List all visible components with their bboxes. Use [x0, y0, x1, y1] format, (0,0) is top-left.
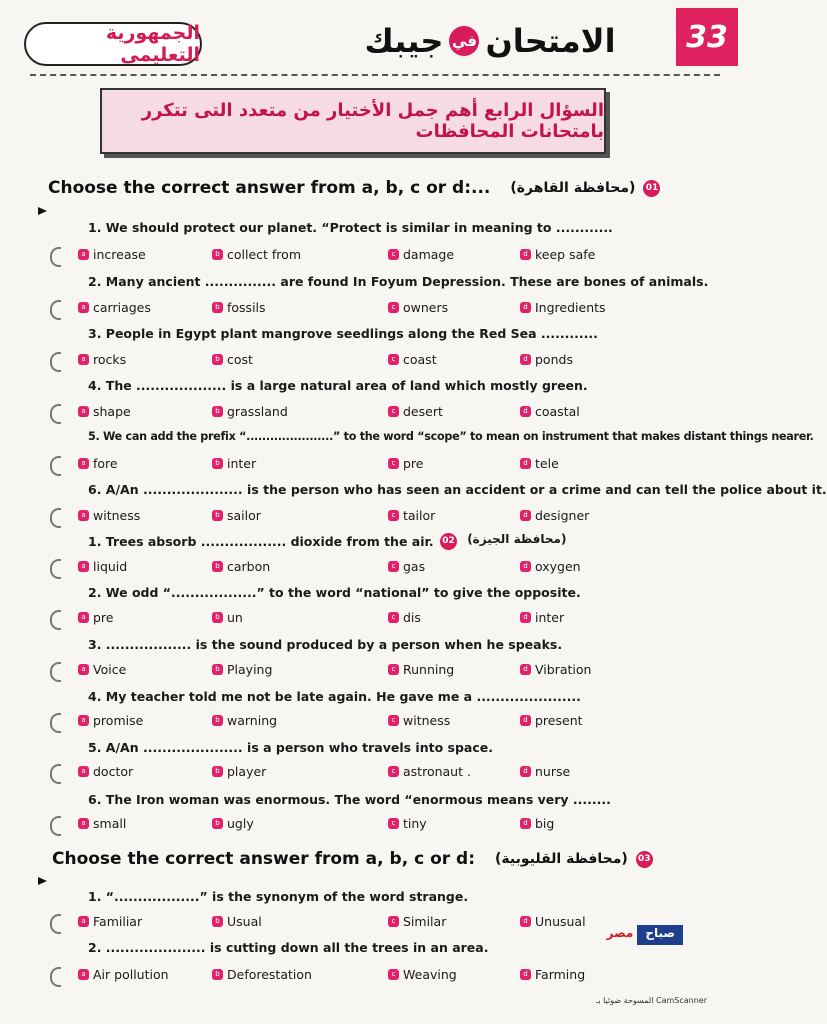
- option-label: keep safe: [535, 247, 596, 262]
- option-letter-badge: c: [388, 969, 399, 980]
- section-number-badge: 01: [643, 180, 660, 197]
- answer-option-b[interactable]: [212, 914, 262, 929]
- ear-bracket-icon: [50, 816, 61, 836]
- option-letter-badge: c: [388, 766, 399, 777]
- brand-text: الجمهورية التعليمى: [105, 22, 200, 66]
- answer-option-a[interactable]: [78, 967, 169, 982]
- book-title: [340, 16, 640, 66]
- ear-bracket-icon: [50, 247, 61, 267]
- answer-option-a[interactable]: [78, 404, 131, 419]
- option-letter-badge: c: [388, 458, 399, 469]
- options-row: [0, 508, 735, 526]
- option-label: carbon: [227, 559, 271, 574]
- answer-option-a[interactable]: [78, 816, 126, 831]
- ear-bracket-icon: [50, 300, 61, 320]
- option-label: pre: [403, 456, 424, 471]
- answer-option-b[interactable]: [212, 456, 256, 471]
- answer-option-c[interactable]: [388, 247, 454, 262]
- answer-option-c[interactable]: [388, 662, 454, 677]
- answer-option-b[interactable]: [212, 508, 261, 523]
- governorate-label-giza: [440, 532, 566, 550]
- option-letter-badge: c: [388, 561, 399, 572]
- question-text: 2. We odd “..................” to the word “national” to give the opposite.: [88, 585, 581, 600]
- answer-option-c[interactable]: [388, 610, 421, 625]
- answer-option-b[interactable]: [212, 662, 272, 677]
- option-letter-badge: a: [78, 406, 89, 417]
- question-text: 2. ..................... is cutting down all the trees in an area.: [88, 940, 489, 955]
- option-label: collect from: [227, 247, 301, 262]
- option-letter-badge: b: [212, 249, 223, 260]
- ear-bracket-icon: [50, 404, 61, 424]
- options-row: [0, 404, 735, 422]
- options-row: [0, 662, 735, 680]
- option-letter-badge: b: [212, 406, 223, 417]
- option-label: rocks: [93, 352, 127, 367]
- governorate-label: (محافظة القاهرة): [510, 180, 636, 196]
- option-label: doctor: [93, 764, 134, 779]
- option-letter-badge: b: [212, 302, 223, 313]
- answer-option-b[interactable]: [212, 610, 243, 625]
- option-label: un: [227, 610, 243, 625]
- option-letter-badge: d: [520, 302, 531, 313]
- option-label: coast: [403, 352, 437, 367]
- options-row: [0, 352, 735, 370]
- answer-option-c[interactable]: [388, 456, 424, 471]
- option-letter-badge: b: [212, 510, 223, 521]
- watermark-part-2: مصر: [606, 926, 634, 940]
- option-label: Air pollution: [93, 967, 169, 982]
- answer-option-c[interactable]: [388, 914, 446, 929]
- option-letter-badge: d: [520, 561, 531, 572]
- answer-option-b[interactable]: [212, 559, 270, 574]
- option-label: astronaut .: [403, 764, 471, 779]
- option-label: Voice: [93, 662, 127, 677]
- option-label: Ingredients: [535, 300, 606, 315]
- section-heading-text: Choose the correct answer from a, b, c or d:: [52, 849, 476, 869]
- answer-option-c[interactable]: [388, 404, 443, 419]
- option-label: Weaving: [403, 967, 457, 982]
- option-letter-badge: a: [78, 249, 89, 260]
- question-text: 2. Many ancient ............... are found In Foyum Depression. These are bones of animals.: [88, 274, 709, 289]
- answer-option-c[interactable]: [388, 967, 457, 982]
- answer-option-a[interactable]: [78, 914, 142, 929]
- option-letter-badge: d: [520, 715, 531, 726]
- answer-option-a[interactable]: [78, 713, 143, 728]
- scanner-footer: المسوحة ضوئيا بـ CamScanner: [596, 996, 708, 1005]
- option-label: grassland: [227, 404, 288, 419]
- option-letter-badge: a: [78, 458, 89, 469]
- option-letter-badge: d: [520, 249, 531, 260]
- ear-bracket-icon: [50, 508, 61, 528]
- question-text: 1. We should protect our planet. “Protect is similar in meaning to ............: [88, 220, 613, 235]
- option-letter-badge: a: [78, 715, 89, 726]
- brand-logo: [24, 22, 202, 66]
- option-letter-badge: b: [212, 766, 223, 777]
- option-letter-badge: d: [520, 354, 531, 365]
- answer-option-b[interactable]: [212, 404, 288, 419]
- option-label: witness: [93, 508, 141, 523]
- answer-option-a[interactable]: [78, 610, 114, 625]
- option-letter-badge: b: [212, 916, 223, 927]
- option-letter-badge: d: [520, 664, 531, 675]
- ear-bracket-icon: [50, 914, 61, 934]
- answer-option-d[interactable]: [520, 300, 606, 315]
- answer-option-c[interactable]: [388, 352, 437, 367]
- option-letter-badge: c: [388, 249, 399, 260]
- option-letter-badge: d: [520, 969, 531, 980]
- governorate-label: (محافظة الجيزة): [467, 532, 567, 546]
- option-label: tele: [535, 456, 559, 471]
- answer-option-d[interactable]: [520, 352, 573, 367]
- answer-option-d[interactable]: [520, 247, 595, 262]
- option-letter-badge: a: [78, 818, 89, 829]
- option-label: Vibration: [535, 662, 592, 677]
- option-label: designer: [535, 508, 590, 523]
- option-letter-badge: b: [212, 715, 223, 726]
- answer-option-c[interactable]: [388, 764, 471, 779]
- option-letter-badge: d: [520, 916, 531, 927]
- option-label: present: [535, 713, 583, 728]
- options-row: [0, 559, 735, 577]
- answer-option-d[interactable]: [520, 404, 580, 419]
- options-row: [0, 713, 735, 731]
- option-label: Farming: [535, 967, 586, 982]
- answer-option-d[interactable]: [520, 967, 585, 982]
- options-row: [0, 610, 735, 628]
- answer-option-a[interactable]: [78, 352, 126, 367]
- section-number-badge: 03: [636, 851, 653, 868]
- ear-bracket-icon: [50, 967, 61, 987]
- option-label: fore: [93, 456, 118, 471]
- option-label: ugly: [227, 816, 254, 831]
- option-letter-badge: c: [388, 510, 399, 521]
- answer-option-a[interactable]: [78, 508, 140, 523]
- option-letter-badge: d: [520, 406, 531, 417]
- options-row: [0, 247, 735, 265]
- option-label: desert: [403, 404, 443, 419]
- option-label: owners: [403, 300, 449, 315]
- option-label: Playing: [227, 662, 273, 677]
- answer-option-c[interactable]: [388, 816, 427, 831]
- option-label: Unusual: [535, 914, 586, 929]
- option-label: warning: [227, 713, 278, 728]
- option-label: increase: [93, 247, 146, 262]
- option-label: inter: [227, 456, 257, 471]
- option-letter-badge: c: [388, 916, 399, 927]
- section-heading-qalyubia: [52, 845, 653, 873]
- answer-option-c[interactable]: [388, 559, 425, 574]
- option-label: tailor: [403, 508, 436, 523]
- option-label: Running: [403, 662, 455, 677]
- option-letter-badge: a: [78, 561, 89, 572]
- answer-option-d[interactable]: [520, 713, 583, 728]
- question-text: 6. The Iron woman was enormous. The word “enormous means very ........: [88, 792, 611, 807]
- option-letter-badge: a: [78, 664, 89, 675]
- ear-bracket-icon: [50, 662, 61, 682]
- answer-option-a[interactable]: [78, 764, 133, 779]
- option-label: cost: [227, 352, 253, 367]
- answer-option-a[interactable]: [78, 456, 118, 471]
- option-letter-badge: c: [388, 406, 399, 417]
- options-row: [0, 456, 735, 474]
- answer-option-d[interactable]: [520, 610, 564, 625]
- option-label: inter: [535, 610, 565, 625]
- title-word-3: جيبك: [364, 22, 444, 60]
- question-text: 1. Trees absorb .................. dioxide from the air.: [88, 534, 434, 549]
- option-letter-badge: c: [388, 302, 399, 313]
- option-label: player: [227, 764, 267, 779]
- option-letter-badge: a: [78, 302, 89, 313]
- answer-option-d[interactable]: [520, 456, 559, 471]
- answer-option-a[interactable]: [78, 559, 127, 574]
- option-letter-badge: d: [520, 766, 531, 777]
- option-label: witness: [403, 713, 451, 728]
- answer-option-a[interactable]: [78, 300, 151, 315]
- option-label: big: [535, 816, 555, 831]
- answer-option-a[interactable]: [78, 247, 146, 262]
- option-label: ponds: [535, 352, 573, 367]
- option-label: shape: [93, 404, 131, 419]
- answer-option-b[interactable]: [212, 816, 254, 831]
- section-number-badge: 02: [440, 533, 457, 550]
- page-number: 33: [676, 8, 738, 66]
- ear-bracket-icon: [50, 610, 61, 630]
- question-text: 4. The ................... is a large natural area of land which mostly green.: [88, 378, 588, 393]
- question-text: 3. People in Egypt plant mangrove seedlings along the Red Sea ............: [88, 326, 598, 341]
- answer-option-c[interactable]: [388, 713, 450, 728]
- option-label: fossils: [227, 300, 266, 315]
- watermark-logo: [565, 925, 683, 945]
- option-label: coastal: [535, 404, 580, 419]
- options-row: [0, 764, 735, 782]
- option-letter-badge: a: [78, 916, 89, 927]
- options-row: [0, 300, 735, 318]
- option-letter-badge: a: [78, 612, 89, 623]
- title-word-1: الامتحان: [485, 22, 616, 60]
- answer-option-b[interactable]: [212, 352, 253, 367]
- option-letter-badge: d: [520, 612, 531, 623]
- option-label: Familiar: [93, 914, 143, 929]
- option-letter-badge: a: [78, 354, 89, 365]
- answer-option-d[interactable]: [520, 508, 589, 523]
- option-letter-badge: a: [78, 969, 89, 980]
- question-text: 4. My teacher told me not be late again. He gave me a ......................: [88, 689, 581, 704]
- option-label: tiny: [403, 816, 427, 831]
- option-letter-badge: b: [212, 969, 223, 980]
- ear-bracket-icon: [50, 713, 61, 733]
- option-letter-badge: c: [388, 818, 399, 829]
- ear-bracket-icon: [50, 764, 61, 784]
- option-label: carriages: [93, 300, 151, 315]
- answer-option-d[interactable]: [520, 662, 591, 677]
- answer-option-b[interactable]: [212, 300, 266, 315]
- answer-option-b[interactable]: [212, 247, 301, 262]
- answer-option-a[interactable]: [78, 662, 126, 677]
- option-label: pre: [93, 610, 114, 625]
- option-label: liquid: [93, 559, 128, 574]
- option-label: Similar: [403, 914, 447, 929]
- option-letter-badge: d: [520, 458, 531, 469]
- question-text: 1. “..................” is the synonym of the word strange.: [88, 889, 469, 904]
- option-letter-badge: d: [520, 818, 531, 829]
- option-letter-badge: b: [212, 664, 223, 675]
- question-text: 5. A/An ..................... is a person who travels into space.: [88, 740, 493, 755]
- option-letter-badge: a: [78, 766, 89, 777]
- question-text: 6. A/An ..................... is the person who has seen an accident or a crime and can tell the police about it.: [88, 482, 827, 497]
- answer-option-d[interactable]: [520, 764, 570, 779]
- option-label: gas: [403, 559, 426, 574]
- question-text: 5. We can add the prefix “......................” to the word “scope” to mean on instrument that makes distant things nearer.: [88, 430, 814, 443]
- option-letter-badge: a: [78, 510, 89, 521]
- answer-option-b[interactable]: [212, 764, 266, 779]
- answer-option-b[interactable]: [212, 713, 277, 728]
- ear-bracket-icon: [50, 456, 61, 476]
- section-heading-cairo: [48, 174, 660, 202]
- page-header: [10, 8, 726, 66]
- section-heading-text: Choose the correct answer from a, b, c or d:...: [48, 178, 491, 198]
- option-label: promise: [93, 713, 144, 728]
- option-label: nurse: [535, 764, 571, 779]
- option-letter-badge: c: [388, 715, 399, 726]
- arrow-marker-icon: [38, 877, 47, 885]
- option-letter-badge: b: [212, 818, 223, 829]
- answer-option-d[interactable]: [520, 559, 581, 574]
- answer-option-c[interactable]: [388, 300, 448, 315]
- answer-option-c[interactable]: [388, 508, 435, 523]
- option-letter-badge: c: [388, 354, 399, 365]
- option-letter-badge: c: [388, 664, 399, 675]
- option-letter-badge: b: [212, 561, 223, 572]
- question-text: 3. .................. is the sound produced by a person when he speaks.: [88, 637, 563, 652]
- title-word-2: في: [449, 26, 479, 56]
- option-label: oxygen: [535, 559, 581, 574]
- watermark-part-1: صباح: [637, 925, 683, 945]
- arrow-marker-icon: [38, 207, 47, 215]
- ear-bracket-icon: [50, 352, 61, 372]
- option-label: damage: [403, 247, 455, 262]
- header-divider: [30, 74, 720, 76]
- governorate-label: (محافظة القليوبية): [495, 851, 628, 867]
- option-letter-badge: b: [212, 612, 223, 623]
- options-row: [0, 967, 735, 985]
- option-letter-badge: b: [212, 354, 223, 365]
- option-label: small: [93, 816, 127, 831]
- answer-option-b[interactable]: [212, 967, 312, 982]
- option-label: dis: [403, 610, 421, 625]
- option-letter-badge: b: [212, 458, 223, 469]
- answer-option-d[interactable]: [520, 816, 554, 831]
- option-label: Deforestation: [227, 967, 312, 982]
- option-label: Usual: [227, 914, 262, 929]
- option-letter-badge: d: [520, 510, 531, 521]
- option-label: sailor: [227, 508, 261, 523]
- option-letter-badge: c: [388, 612, 399, 623]
- ear-bracket-icon: [50, 559, 61, 579]
- options-row: [0, 816, 735, 834]
- question-banner: السؤال الرابع أهم جمل الأختيار من متعدد التى تتكرر بامتحانات المحافظات: [100, 88, 606, 154]
